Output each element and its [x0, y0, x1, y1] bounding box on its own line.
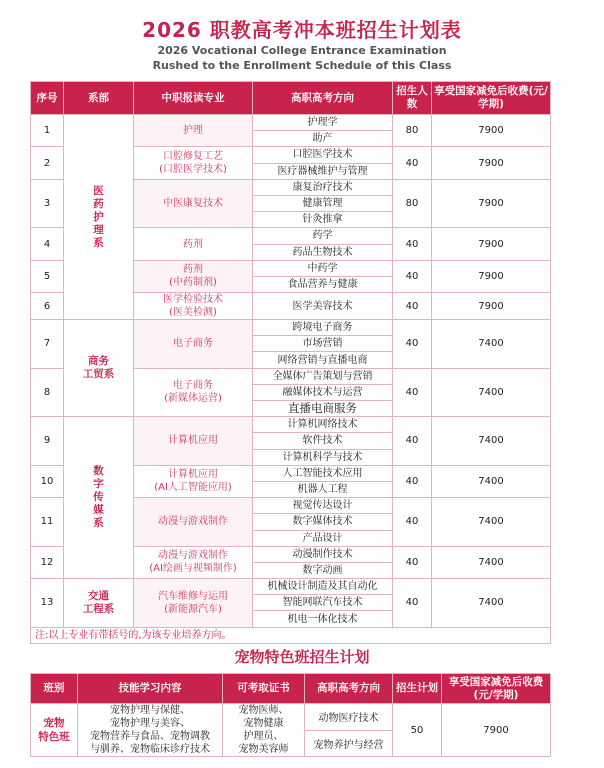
row-fee: 7900: [432, 228, 551, 260]
pet-skills: [78, 704, 223, 757]
row-count: 40: [393, 368, 432, 417]
direction: 视觉传达设计: [253, 498, 393, 514]
pet-col-count: 招生计划: [393, 674, 442, 704]
row-major: [134, 179, 253, 228]
pet-col-fee: 享受国家减免后收费(元/学期): [442, 674, 551, 704]
direction: 动漫制作技术: [253, 546, 393, 562]
row-major: [134, 546, 253, 578]
row-count: 80: [393, 179, 432, 228]
page-title: 2026 职教高考冲本班招生计划表: [142, 18, 462, 42]
row-no: 7: [31, 320, 64, 369]
direction: 药品生物技术: [253, 244, 393, 260]
row-major: [134, 320, 253, 369]
pet-count: 50: [393, 704, 442, 757]
row-no: 1: [31, 115, 64, 147]
direction: 网络营销与直播电商: [253, 352, 393, 368]
direction: 药学: [253, 228, 393, 244]
row-no: 13: [31, 579, 64, 628]
row-major: [134, 293, 253, 320]
row-no: 5: [31, 260, 64, 292]
direction: 计算机网络技术: [253, 417, 393, 433]
major-name: 药剂: [183, 264, 203, 276]
row-no: 9: [31, 417, 64, 466]
major-name: 计算机应用: [168, 469, 218, 481]
row-fee: 7400: [432, 465, 551, 497]
direction: 机电一体化技术: [253, 611, 393, 627]
direction: 融媒体技术与运营: [253, 384, 393, 400]
row-major: [134, 260, 253, 292]
skill-line: 宠物护理与保健、: [110, 705, 190, 716]
table-row: [31, 115, 551, 131]
direction: 人工智能技术应用: [253, 465, 393, 481]
cert-line: 宠物医师、: [238, 705, 289, 716]
row-major: [134, 465, 253, 497]
major-name: 电子商务: [173, 380, 213, 392]
direction: 智能网联汽车技术: [253, 595, 393, 611]
row-fee: 7400: [432, 546, 551, 578]
row-fee: 7900: [432, 115, 551, 147]
row-no: 6: [31, 293, 64, 320]
pet-certs: [223, 704, 305, 757]
direction: 全媒体广告策划与营销: [253, 368, 393, 384]
row-count: 80: [393, 115, 432, 147]
row-major: [134, 147, 253, 179]
row-no: 8: [31, 368, 64, 417]
direction: 数字媒体技术: [253, 514, 393, 530]
col-header-count: 招生人数: [393, 82, 432, 115]
direction: 计算机科学与技术: [253, 449, 393, 465]
row-count: 40: [393, 260, 432, 292]
row-count: 40: [393, 417, 432, 466]
major-name: 药剂: [183, 238, 203, 250]
row-major: [134, 417, 253, 466]
major-name: 计算机应用: [168, 435, 218, 447]
direction: 护理学: [253, 115, 393, 131]
row-major: [134, 498, 253, 547]
major-sub: (AI人工智能应用): [154, 482, 232, 494]
major-name: 口腔修复工艺: [163, 151, 223, 163]
row-fee: 7400: [432, 368, 551, 417]
major-name: 中医康复技术: [163, 198, 223, 210]
enrollment-table: [30, 81, 551, 644]
row-count: 40: [393, 465, 432, 497]
major-sub: (新能源汽车): [164, 603, 222, 615]
row-fee: 7400: [432, 417, 551, 466]
major-name: 动漫与游戏制作: [158, 550, 228, 562]
pet-col-direction: 高职高考方向: [305, 674, 393, 704]
table-row: [31, 417, 551, 433]
dept-medical: 医 药 护 理 系: [64, 115, 134, 320]
direction: 口腔医学技术: [253, 147, 393, 163]
skill-line: 与驯养、宠物临床诊疗技术: [90, 744, 210, 755]
row-fee: 7900: [432, 179, 551, 228]
direction: 针灸推拿: [253, 212, 393, 228]
row-count: 40: [393, 498, 432, 547]
cert-line: 护理员、: [243, 731, 284, 742]
major-name: 汽车维修与运用: [158, 590, 228, 602]
direction: 软件技术: [253, 433, 393, 449]
row-count: 40: [393, 579, 432, 628]
table-row: [31, 704, 551, 731]
major-sub: (AI绘画与视频制作): [149, 563, 237, 575]
direction: 数字动画: [253, 562, 393, 578]
table-header-row: [31, 82, 551, 115]
row-fee: 7900: [432, 293, 551, 320]
table-row: [31, 320, 551, 336]
col-header-dept: 系部: [64, 82, 134, 115]
direction: 中药学: [253, 260, 393, 276]
direction: 医学美容技术: [253, 293, 393, 320]
col-header-direction: 高职高考方向: [253, 82, 393, 115]
dept-digital: 数 字 传 媒 系: [64, 417, 134, 579]
row-no: 3: [31, 179, 64, 228]
major-sub: (医美检测): [169, 307, 217, 319]
row-fee: 7400: [432, 320, 551, 369]
direction: 宠物养护与经营: [305, 730, 393, 757]
pet-table-wrapper: [30, 673, 550, 757]
row-no: 10: [31, 465, 64, 497]
direction: 机械设计制造及其自动化: [253, 579, 393, 595]
skill-line: 宠物营养与食品、宠物调教: [90, 731, 210, 742]
direction: 产品设计: [253, 530, 393, 546]
table-note: 注:以上专业有带括号的,为该专业培养方向。: [31, 627, 551, 643]
skill-line: 宠物护理与美容、: [110, 718, 190, 729]
row-major: [134, 115, 253, 147]
row-fee: 7900: [432, 260, 551, 292]
row-major: [134, 368, 253, 417]
dept-transport: 交通 工程系: [64, 579, 134, 628]
dept-business: 商务 工贸系: [64, 320, 134, 417]
pet-header-row: [31, 674, 551, 704]
pet-class-name: 宠物 特色班: [31, 704, 78, 757]
pet-col-certs: 可考取证书: [223, 674, 305, 704]
direction: 医疗器械维护与管理: [253, 163, 393, 179]
pet-section-title: 宠物特色班招生计划: [234, 648, 370, 666]
row-count: 40: [393, 228, 432, 260]
direction: 机器人工程: [253, 481, 393, 497]
major-name: 护理: [183, 125, 203, 137]
row-count: 40: [393, 320, 432, 369]
direction: 食品营养与健康: [253, 276, 393, 292]
major-sub: (新媒体运营): [164, 393, 222, 405]
row-fee: 7400: [432, 579, 551, 628]
pet-col-class: 班别: [31, 674, 78, 704]
col-header-no: 序号: [31, 82, 64, 115]
page-subtitle-line1: 2026 Vocational College Entrance Examination: [157, 44, 447, 57]
table-row: [31, 579, 551, 595]
major-name: 电子商务: [173, 338, 213, 350]
row-no: 4: [31, 228, 64, 260]
page-subtitle-line2: Rushed to the Enrollment Schedule of this Class: [152, 59, 452, 72]
row-count: 40: [393, 546, 432, 578]
cert-line: 宠物健康: [243, 718, 284, 729]
major-sub: (中药制剂): [169, 277, 217, 289]
pet-table: [30, 673, 551, 757]
row-no: 2: [31, 147, 64, 179]
pet-fee: 7900: [442, 704, 551, 757]
row-major: [134, 579, 253, 628]
major-sub: (口腔医学技术): [159, 164, 227, 176]
direction: 直播电商服务: [253, 401, 393, 417]
row-no: 11: [31, 498, 64, 547]
major-name: 动漫与游戏制作: [158, 516, 228, 528]
pet-col-skills: 技能学习内容: [78, 674, 223, 704]
col-header-fee: 享受国家减免后收费(元/学期): [432, 82, 551, 115]
row-no: 12: [31, 546, 64, 578]
major-name: 医学检验技术: [163, 294, 223, 306]
direction: 动物医疗技术: [305, 704, 393, 731]
col-header-major: 中职报读专业: [134, 82, 253, 115]
cert-line: 宠物美容师: [238, 744, 289, 755]
row-count: 40: [393, 147, 432, 179]
table-note-row: [31, 627, 551, 643]
row-major: [134, 228, 253, 260]
row-fee: 7400: [432, 498, 551, 547]
row-fee: 7900: [432, 147, 551, 179]
direction: 助产: [253, 131, 393, 147]
enrollment-table-wrapper: [30, 81, 550, 644]
direction: 康复治疗技术: [253, 179, 393, 195]
direction: 健康管理: [253, 195, 393, 211]
direction: 市场营销: [253, 336, 393, 352]
direction: 跨境电子商务: [253, 320, 393, 336]
row-count: 40: [393, 293, 432, 320]
